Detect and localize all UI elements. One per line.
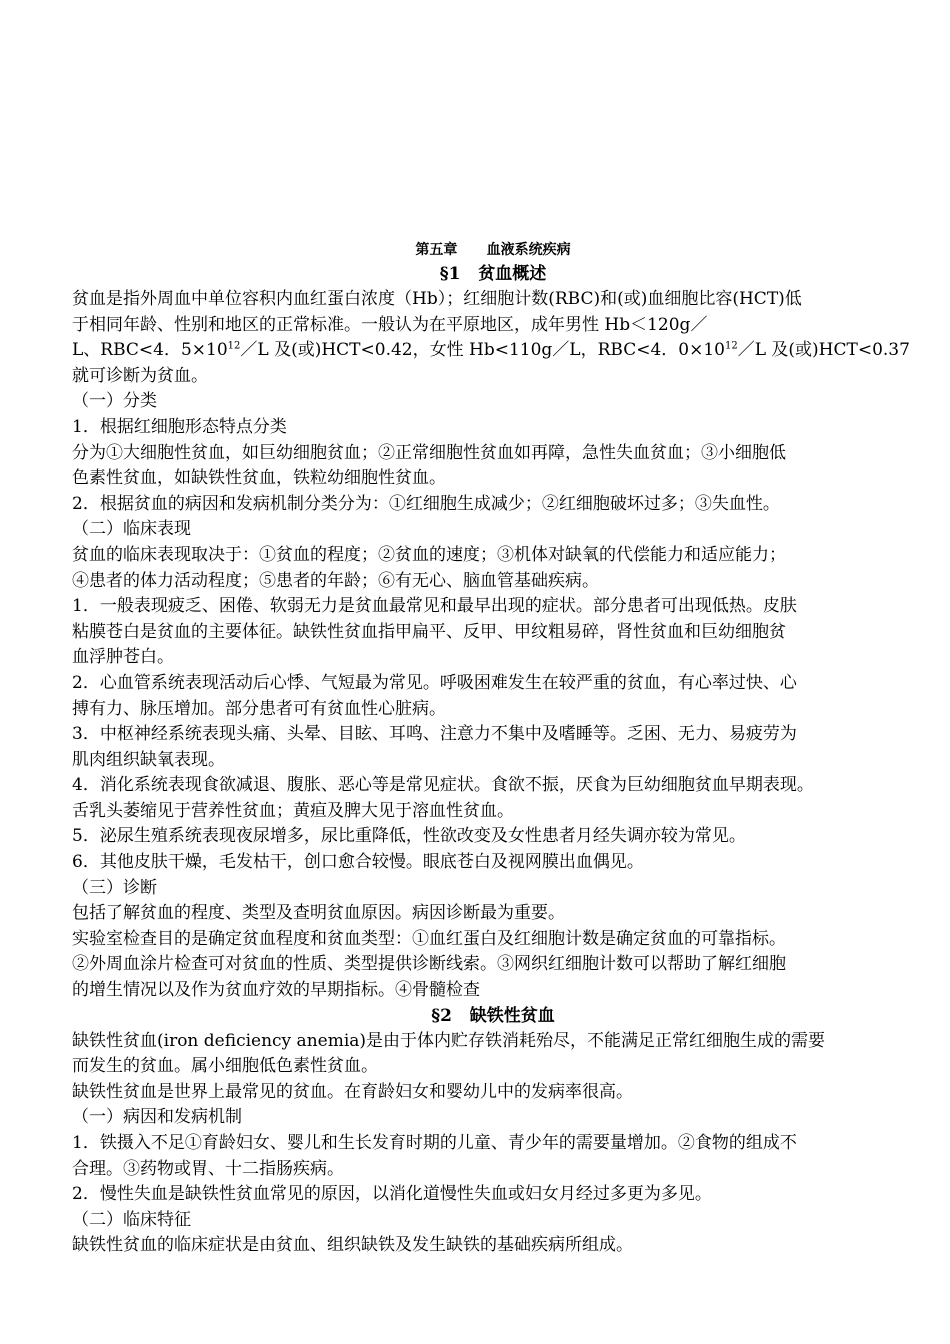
document-page: [72, 238, 910, 1259]
text-line: 的增生情况以及作为贫血疗效的早期指标。④骨髓检查: [72, 980, 480, 1001]
text-line: 3．中枢神经系统表现头痛、头晕、目眩、耳鸣、注意力不集中及嗜睡等。乏困、无力、易疲劳为: [72, 724, 797, 745]
text-line: 缺铁性贫血的临床症状是由贫血、组织缺铁及发生缺铁的基础疾病所组成。: [72, 1235, 633, 1256]
text-run: L、RBC<4．5×10: [72, 340, 228, 361]
text-line: 贫血的临床表现取决于：①贫血的程度；②贫血的速度；③机体对缺氧的代偿能力和适应能力；: [72, 544, 786, 565]
text-line: 粘膜苍白是贫血的主要体征。缺铁性贫血指甲扁平、反甲、甲纹粗易碎，肾性贫血和巨幼细胞贫: [72, 621, 786, 642]
superscript: 12: [227, 340, 241, 352]
text-line: 2．心血管系统表现活动后心悸、气短最为常见。呼吸困难发生在较严重的贫血，有心率过快、心: [72, 672, 797, 693]
chapter-title: 第五章 血液系统疾病: [415, 242, 571, 258]
text-line: 1．根据红细胞形态特点分类: [72, 416, 287, 437]
text-line: 血浮肿苍白。: [72, 647, 174, 668]
text-line: 贫血是指外周血中单位容积内血红蛋白浓度（Hb）；红细胞计数(RBC)和(或)血细胞比容(HCT)低: [72, 289, 802, 309]
text-line: （二）临床特征: [72, 1209, 191, 1230]
text-line: 缺铁性贫血(iron deficiency anemia)是由于体内贮存铁消耗殆尽，不能满足正常红细胞生成的需要: [72, 1030, 826, 1051]
section-heading: §1 贫血概述: [439, 264, 547, 284]
text-line: ④患者的体力活动程度；⑤患者的年龄；⑥有无心、脑血管基础疾病。: [72, 570, 599, 591]
text-line: 而发生的贫血。属小细胞低色素性贫血。: [72, 1056, 378, 1077]
text-line: 包括了解贫血的程度、类型及查明贫血原因。病因诊断最为重要。: [72, 903, 565, 924]
text-line: 1．铁摄入不足①育龄妇女、婴儿和生长发育时期的儿童、青少年的需要量增加。②食物的组成不: [72, 1133, 797, 1153]
text-line: 缺铁性贫血是世界上最常见的贫血。在育龄妇女和婴幼儿中的发病率很高。: [72, 1081, 633, 1102]
text-line: 4．消化系统表现食欲减退、腹胀、恶心等是常见症状。食欲不振，厌食为巨幼细胞贫血早期表现。: [72, 775, 814, 796]
text-line: 1．一般表现疲乏、困倦、软弱无力是贫血最常见和最早出现的症状。部分患者可出现低热。皮肤: [72, 596, 797, 617]
text-line: 分为①大细胞性贫血，如巨幼细胞贫血；②正常细胞性贫血如再障，急性失血贫血；③小细胞低: [72, 442, 786, 463]
text-line: 5．泌尿生殖系统表现夜尿增多，尿比重降低，性欲改变及女性患者月经失调亦较为常见。: [72, 826, 746, 847]
text-line: （二）临床表现: [72, 519, 191, 540]
section-heading: §2 缺铁性贫血: [431, 1005, 555, 1026]
text-line: 实验室检查目的是确定贫血程度和贫血类型：①血红蛋白及红细胞计数是确定贫血的可靠指标。: [72, 928, 786, 949]
text-run: ／L 及(或)HCT<0.42，女性 Hb<110g／L，RBC<4．0×10: [240, 340, 725, 361]
rbc-criteria-line: [72, 338, 910, 364]
text-line: （三）诊断: [72, 877, 157, 898]
superscript: 12: [724, 340, 738, 352]
text-line: ②外周血涂片检查可对贫血的性质、类型提供诊断线索。③网织红细胞计数可以帮助了解红细胞: [72, 954, 786, 975]
text-line: 搏有力、脉压增加。部分患者可有贫血性心脏病。: [72, 698, 446, 719]
text-line: 舌乳头萎缩见于营养性贫血；黄疸及脾大见于溶血性贫血。: [72, 800, 514, 821]
text-line: 肌肉组织缺氧表现。: [72, 749, 225, 770]
text-line: 2．慢性失血是缺铁性贫血常见的原因，以消化道慢性失血或妇女月经过多更为多见。: [72, 1184, 712, 1205]
text-line: 色素性贫血，如缺铁性贫血，铁粒幼细胞性贫血。: [72, 468, 446, 489]
text-line: 就可诊断为贫血。: [72, 365, 208, 386]
text-line: （一）分类: [72, 391, 157, 412]
document-body: [72, 262, 910, 1259]
text-run: ／L 及(或)HCT<0.37: [737, 340, 910, 361]
text-line: 2．根据贫血的病因和发病机制分类分为：①红细胞生成减少；②红细胞破坏过多；③失血性。: [72, 493, 780, 514]
text-line: 于相同年龄、性别和地区的正常标准。一般认为在平原地区，成年男性 Hb＜120g／: [72, 314, 708, 335]
text-line: 6．其他皮肤干燥，毛发枯干，创口愈合较慢。眼底苍白及视网膜出血偶见。: [72, 852, 644, 873]
text-line: （一）病因和发病机制: [72, 1107, 242, 1128]
text-line: 合理。③药物或胃、十二指肠疾病。: [72, 1158, 344, 1179]
